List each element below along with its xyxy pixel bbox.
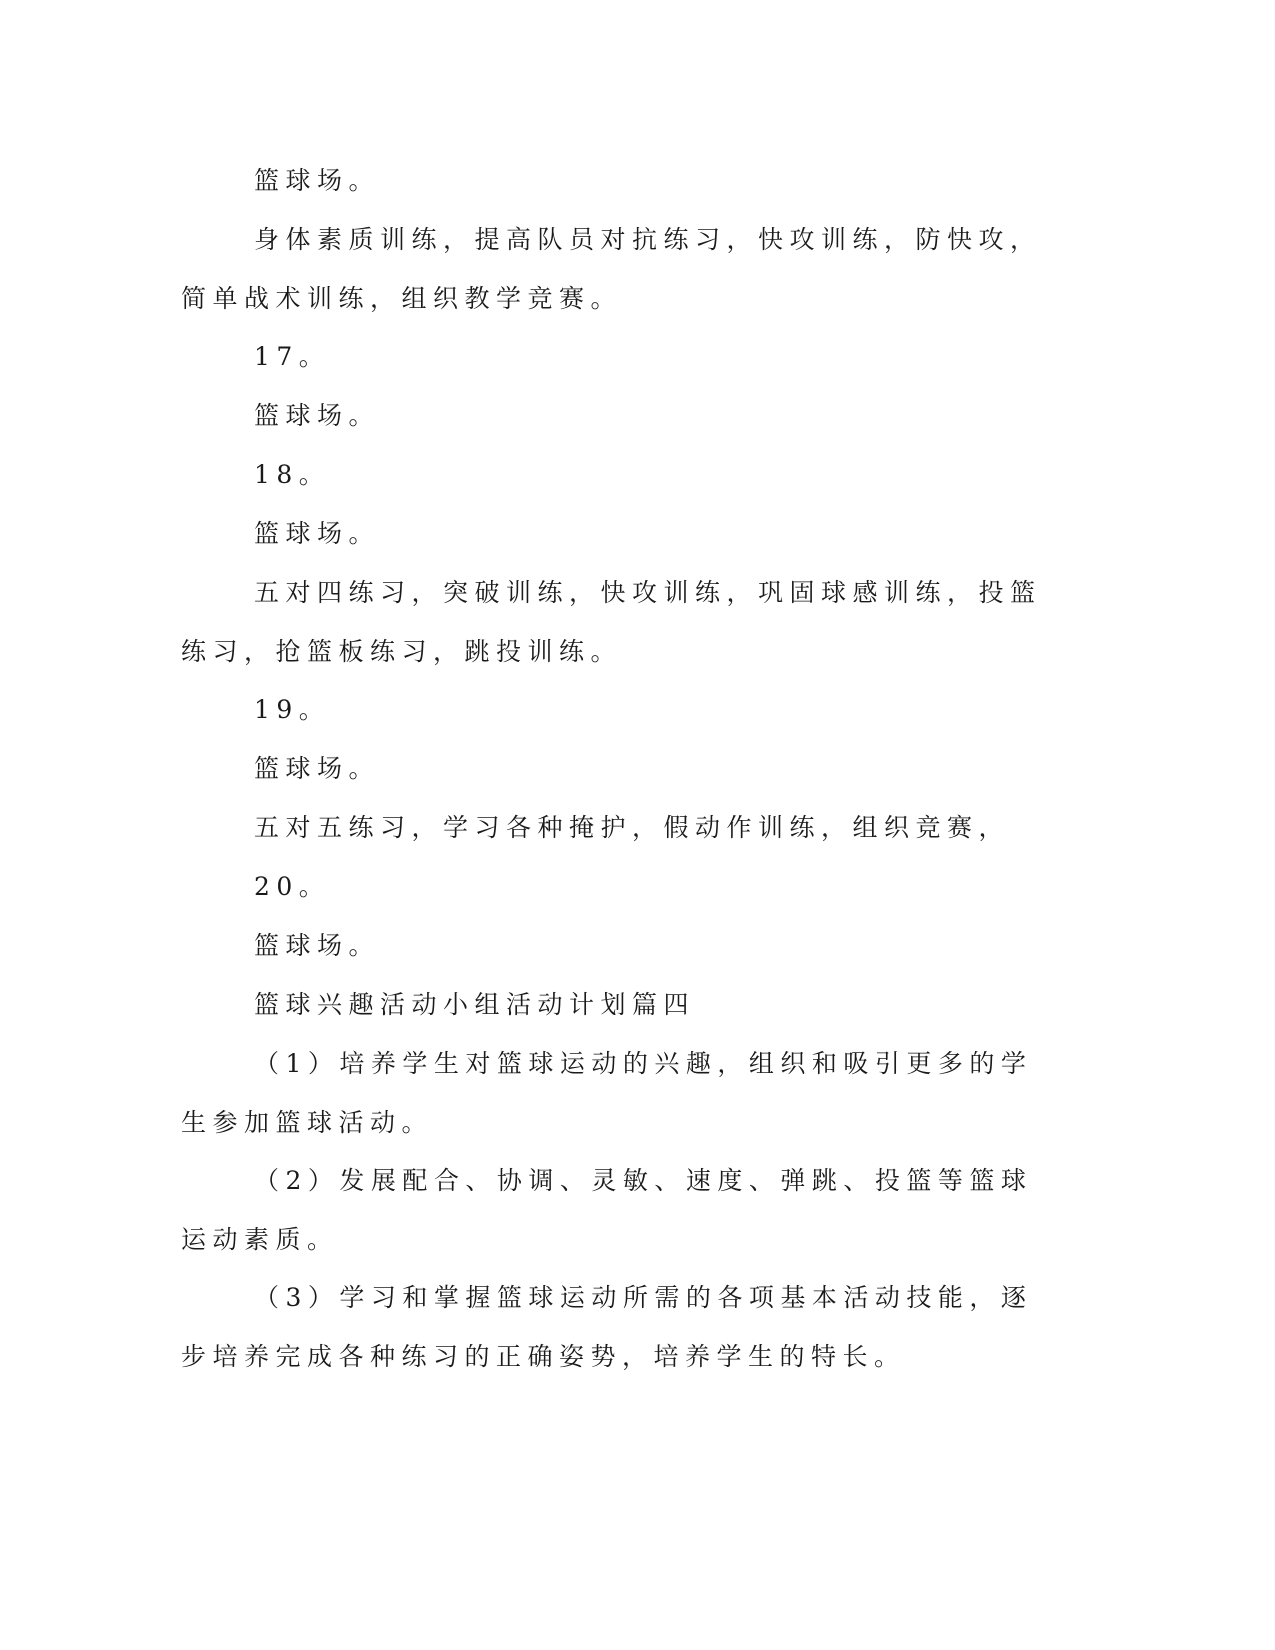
paragraph-venue: 篮球场。: [254, 166, 381, 195]
paragraph-objective-3: （3）学习和掌握篮球运动所需的各项基本活动技能，逐步培养完成各种练习的正确姿势，培养学生的特长。: [181, 1283, 1033, 1371]
section-heading: 篮球兴趣活动小组活动计划篇四: [254, 990, 696, 1019]
paragraph-training-content: 身体素质训练，提高队员对抗练习，快攻训练，防快攻，简单战术训练，组织教学竞赛。: [181, 225, 1042, 313]
paragraph-venue: 篮球场。: [254, 754, 381, 783]
paragraph-session-number: 17。: [254, 342, 331, 371]
paragraph-objective-1: （1）培养学生对篮球运动的兴趣，组织和吸引更多的学生参加篮球活动。: [181, 1049, 1033, 1137]
paragraph-session-number: 20。: [254, 872, 331, 901]
paragraph-venue: 篮球场。: [254, 519, 381, 548]
paragraph-training-content: 五对四练习，突破训练，快攻训练，巩固球感训练，投篮练习，抢篮板练习，跳投训练。: [181, 578, 1042, 666]
paragraph-objective-2: （2）发展配合、协调、灵敏、速度、弹跳、投篮等篮球运动素质。: [181, 1166, 1033, 1254]
paragraph-training-content: 五对五练习，学习各种掩护，假动作训练，组织竞赛，: [254, 813, 1011, 842]
paragraph-session-number: 19。: [254, 695, 331, 724]
paragraph-session-number: 18。: [254, 460, 331, 489]
paragraph-venue: 篮球场。: [254, 931, 381, 960]
paragraph-venue: 篮球场。: [254, 401, 381, 430]
